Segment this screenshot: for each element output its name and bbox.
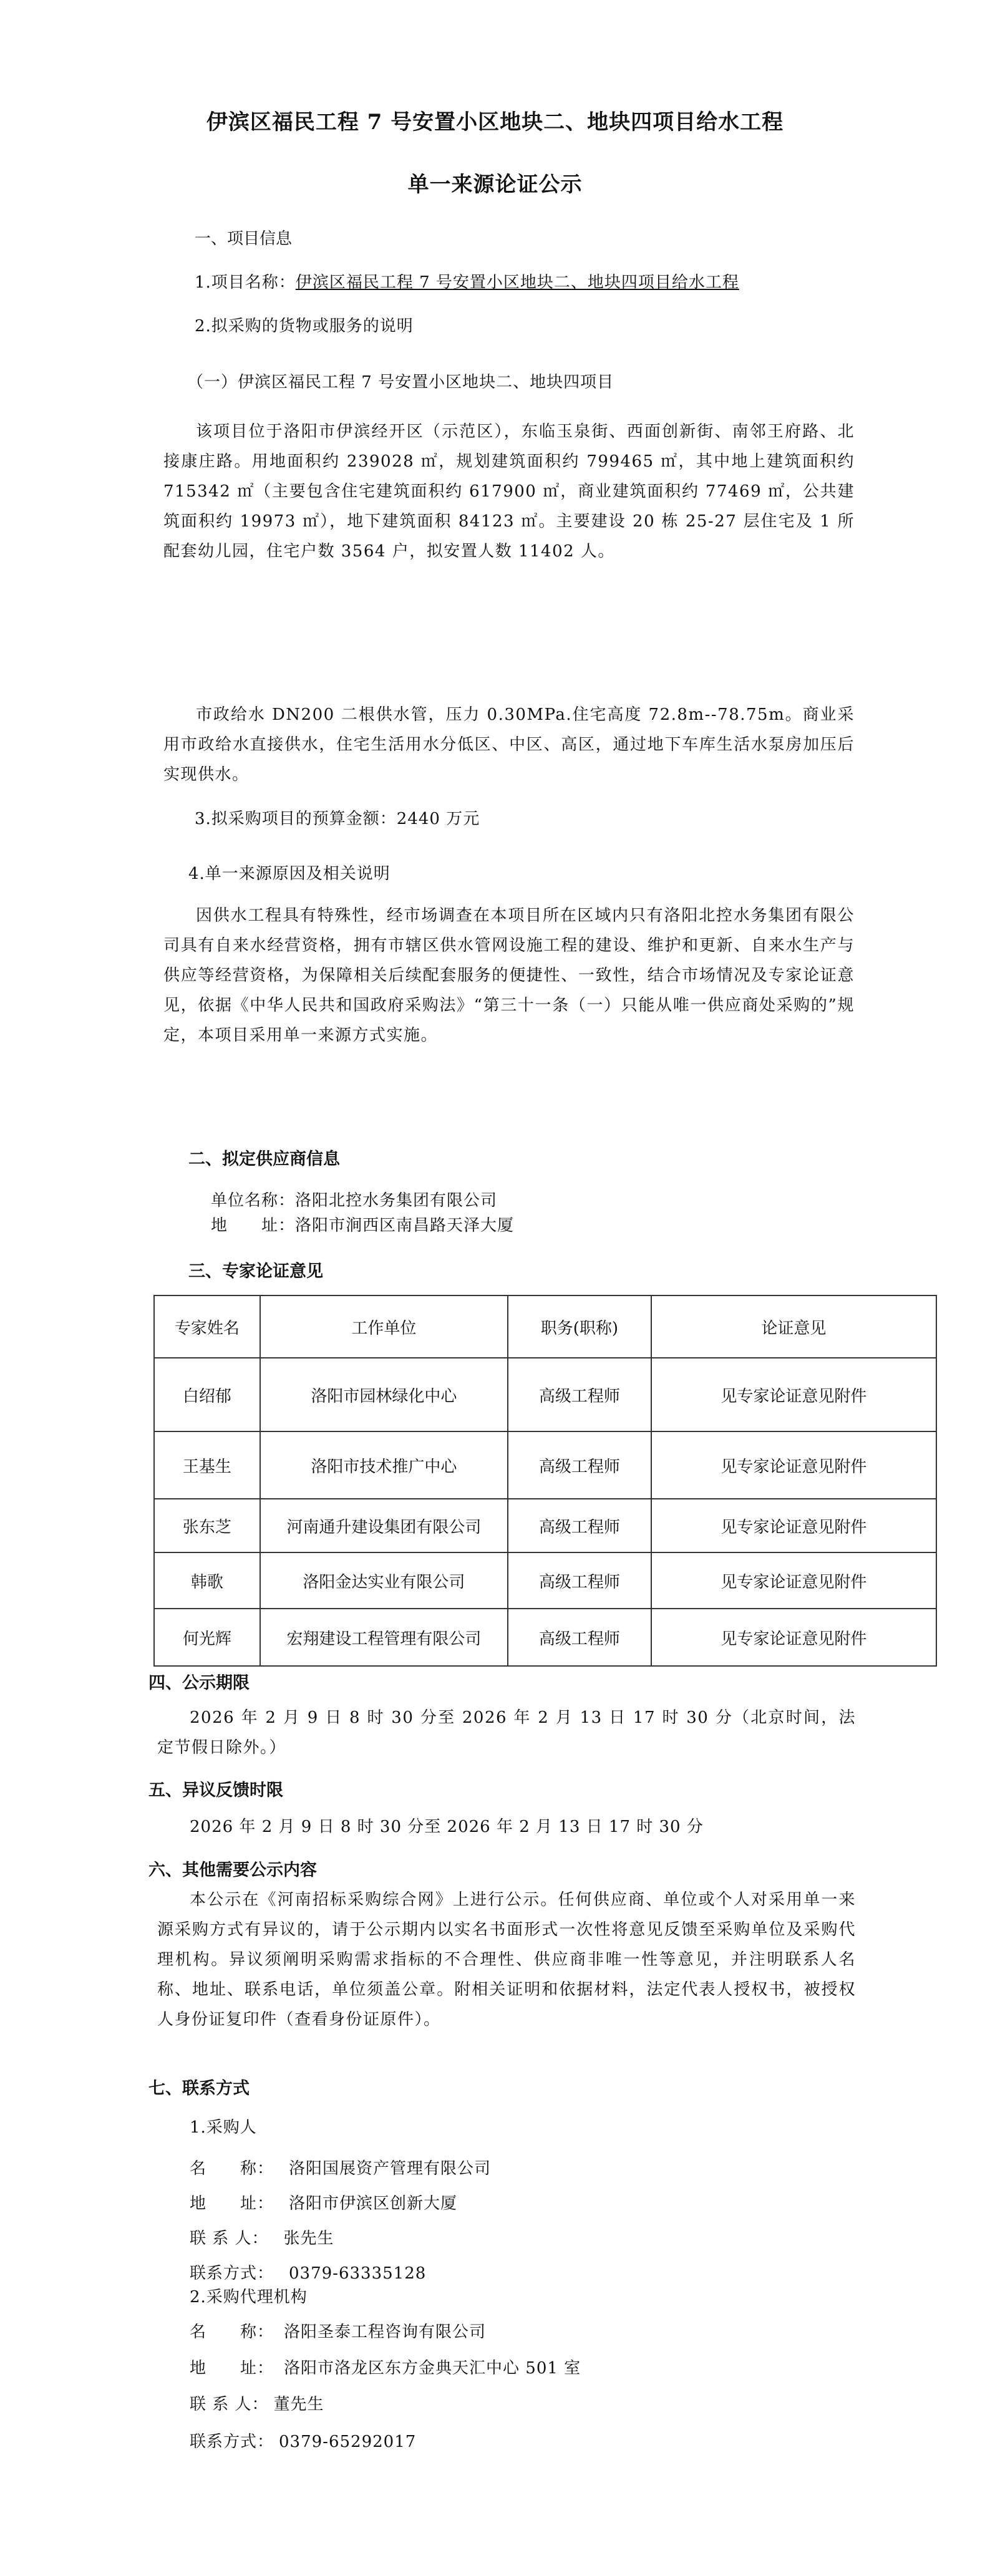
purchaser-contact-value: 张先生 [283,2229,334,2248]
table-cell: 见专家论证意见附件 [651,1499,936,1552]
supplier-address-value: 洛阳市涧西区南昌路天泽大厦 [295,1216,515,1235]
supplier-unit-label: 单位名称： [211,1191,296,1210]
agency-title: 2.采购代理机构 [190,2288,308,2307]
agency-phone-value: 0379-65292017 [279,2433,417,2451]
table-cell: 白绍郁 [154,1358,260,1431]
purchaser-contact-label: 联 系 人： [190,2229,269,2248]
single-source-reason-paragraph: 因供水工程具有特殊性，经市场调查在本项目所在区域内只有洛阳北控水务集团有限公司具有自来水经营资格，拥有市辖区供水管网设施工程的建设、维护和更新、自来水生产与供应等经营资格，为保障相关后续配套服务的便捷性、一致性，结合市场情况及专家论证意见，依据《中华人民共和国政府采购法》“第三十一条（一）只能从唯一供应商处采购的”规定，本项目采用单一来源方式实施。 [163,906,855,1045]
table-row [154,1431,936,1499]
column-header: 职务(职称) [508,1295,651,1358]
purchaser-name-row [190,2156,491,2179]
purchaser-title: 1.采购人 [190,2118,257,2137]
table-cell: 见专家论证意见附件 [651,1609,936,1666]
project-description-paragraph: 该项目位于洛阳市伊滨经开区（示范区），东临玉泉街、西面创新街、南邻王府路、北接康庄路。用地面积约 239028 ㎡，规划建筑面积约 799465 ㎡，其中地上建筑面积约 715342 ㎡（主要包含住宅建筑面积约 617900 ㎡，商业建筑面积约 77469 ㎡，公共建筑面积约 19973 ㎡），地下建筑面积 84123 ㎡。主要建设 20 栋 25-27 层住宅及 1 所配套幼儿园，住宅户数 3564 户，拟安置人数 11402 人。 [163,422,855,561]
purchaser-phone-value: 0379-63335128 [289,2264,427,2283]
agency-name-row [190,2319,486,2342]
agency-address-row [190,2355,581,2378]
sub1-label: （一）伊滨区福民工程 7 号安置小区地块二、地块四项目 [187,373,614,392]
purchaser-name-value: 洛阳国展资产管理有限公司 [289,2159,492,2178]
table-cell: 韩歌 [154,1552,260,1609]
supplier-unit-row [211,1188,497,1211]
purchaser-phone-label: 联系方式： [190,2264,274,2283]
agency-name-value: 洛阳圣泰工程咨询有限公司 [284,2323,487,2341]
document-title: 伊滨区福民工程 7 号安置小区地块二、地块四项目给水工程 [206,110,784,135]
section7-heading: 七、联系方式 [148,2079,250,2098]
table-row [154,1552,936,1609]
table-row [154,1358,936,1431]
agency-address-label: 地 址： [190,2359,274,2378]
purchaser-phone-row [190,2260,426,2283]
table-cell: 高级工程师 [508,1609,651,1666]
section2-heading: 二、拟定供应商信息 [188,1150,340,1169]
table-cell: 河南通升建设集团有限公司 [260,1499,508,1552]
purchaser-contact-row [190,2225,334,2249]
section3-heading: 三、专家论证意见 [188,1262,323,1281]
column-header: 论证意见 [651,1295,936,1358]
table-cell: 宏翔建设工程管理有限公司 [260,1609,508,1666]
project-name-value: 伊滨区福民工程 7 号安置小区地块二、地块四项目给水工程 [295,273,739,292]
table-cell: 见专家论证意见附件 [651,1552,936,1609]
section1-heading: 一、项目信息 [195,230,293,248]
column-header: 工作单位 [260,1295,508,1358]
section6-heading: 六、其他需要公示内容 [148,1861,317,1880]
table-cell: 洛阳市园林绿化中心 [260,1358,508,1431]
agency-name-label: 名 称： [190,2323,274,2341]
purchaser-address-row [190,2191,457,2214]
agency-phone-row [190,2429,416,2452]
purchaser-name-label: 名 称： [190,2159,274,2178]
section5-heading: 五、异议反馈时限 [148,1781,283,1800]
table-header-row [154,1295,936,1358]
agency-contact-label: 联 系 人： [190,2395,269,2414]
table-cell: 何光辉 [154,1609,260,1666]
expert-opinion-table [153,1295,937,1667]
water-supply-paragraph: 市政给水 DN200 二根供水管，压力 0.30MPa.住宅高度 72.8m--78.75m。商业采用市政给水直接供水，住宅生活用水分低区、中区、高区，通过地下车库生活水泵房加压后实现供水。 [163,705,855,784]
section4-heading: 四、公示期限 [148,1673,250,1693]
purchaser-address-label: 地 址： [190,2194,274,2213]
agency-contact-row [190,2391,324,2414]
agency-contact-value: 董先生 [273,2395,324,2414]
table-cell: 高级工程师 [508,1552,651,1609]
table-cell: 洛阳金达实业有限公司 [260,1552,508,1609]
table-cell: 见专家论证意见附件 [651,1358,936,1431]
agency-phone-label: 联系方式： [190,2433,274,2451]
project-name-label: 1.项目名称： [195,273,296,292]
budget-amount: 3.拟采购项目的预算金额：2440 万元 [195,810,480,828]
table-cell: 王基生 [154,1431,260,1499]
table-cell: 张东芝 [154,1499,260,1552]
table-row [154,1609,936,1666]
publicity-period-text: 2026 年 2 月 9 日 8 时 30 分至 2026 年 2 月 13 日 17 时 30 分（北京时间，法定节假日除外。） [157,1708,856,1757]
supplier-unit-value: 洛阳北控水务集团有限公司 [295,1191,498,1210]
agency-address-value: 洛阳市洛龙区东方金典天汇中心 501 室 [284,2359,581,2378]
table-cell: 高级工程师 [508,1358,651,1431]
other-publicity-text: 本公示在《河南招标采购综合网》上进行公示。任何供应商、单位或个人对采用单一来源采购方式有异议的，请于公示期内以实名书面形式一次性将意见反馈至采购单位及采购代理机构。异议须阐明采购需求指标的不合理性、供应商非唯一性等意见，并注明联系人名称、地址、联系电话，单位须盖公章。附相关证明和依据材料，法定代表人授权书，被授权人身份证复印件（查看身份证原件）。 [157,1891,856,2029]
table-row [154,1499,936,1552]
table-cell: 高级工程师 [508,1431,651,1499]
supplier-address-label: 地 址： [211,1216,296,1235]
table-cell: 见专家论证意见附件 [651,1431,936,1499]
item2-label: 2.拟采购的货物或服务的说明 [195,317,414,336]
item4-label: 4.单一来源原因及相关说明 [188,864,391,883]
table-cell: 洛阳市技术推广中心 [260,1431,508,1499]
column-header: 专家姓名 [154,1295,260,1358]
objection-period-text: 2026 年 2 月 9 日 8 时 30 分至 2026 年 2 月 13 日 17 时 30 分 [190,1818,704,1836]
purchaser-address-value: 洛阳市伊滨区创新大厦 [289,2194,458,2213]
table-cell: 高级工程师 [508,1499,651,1552]
document-subtitle: 单一来源论证公示 [407,172,583,197]
supplier-address-row [211,1213,514,1236]
project-name-row [195,269,739,293]
